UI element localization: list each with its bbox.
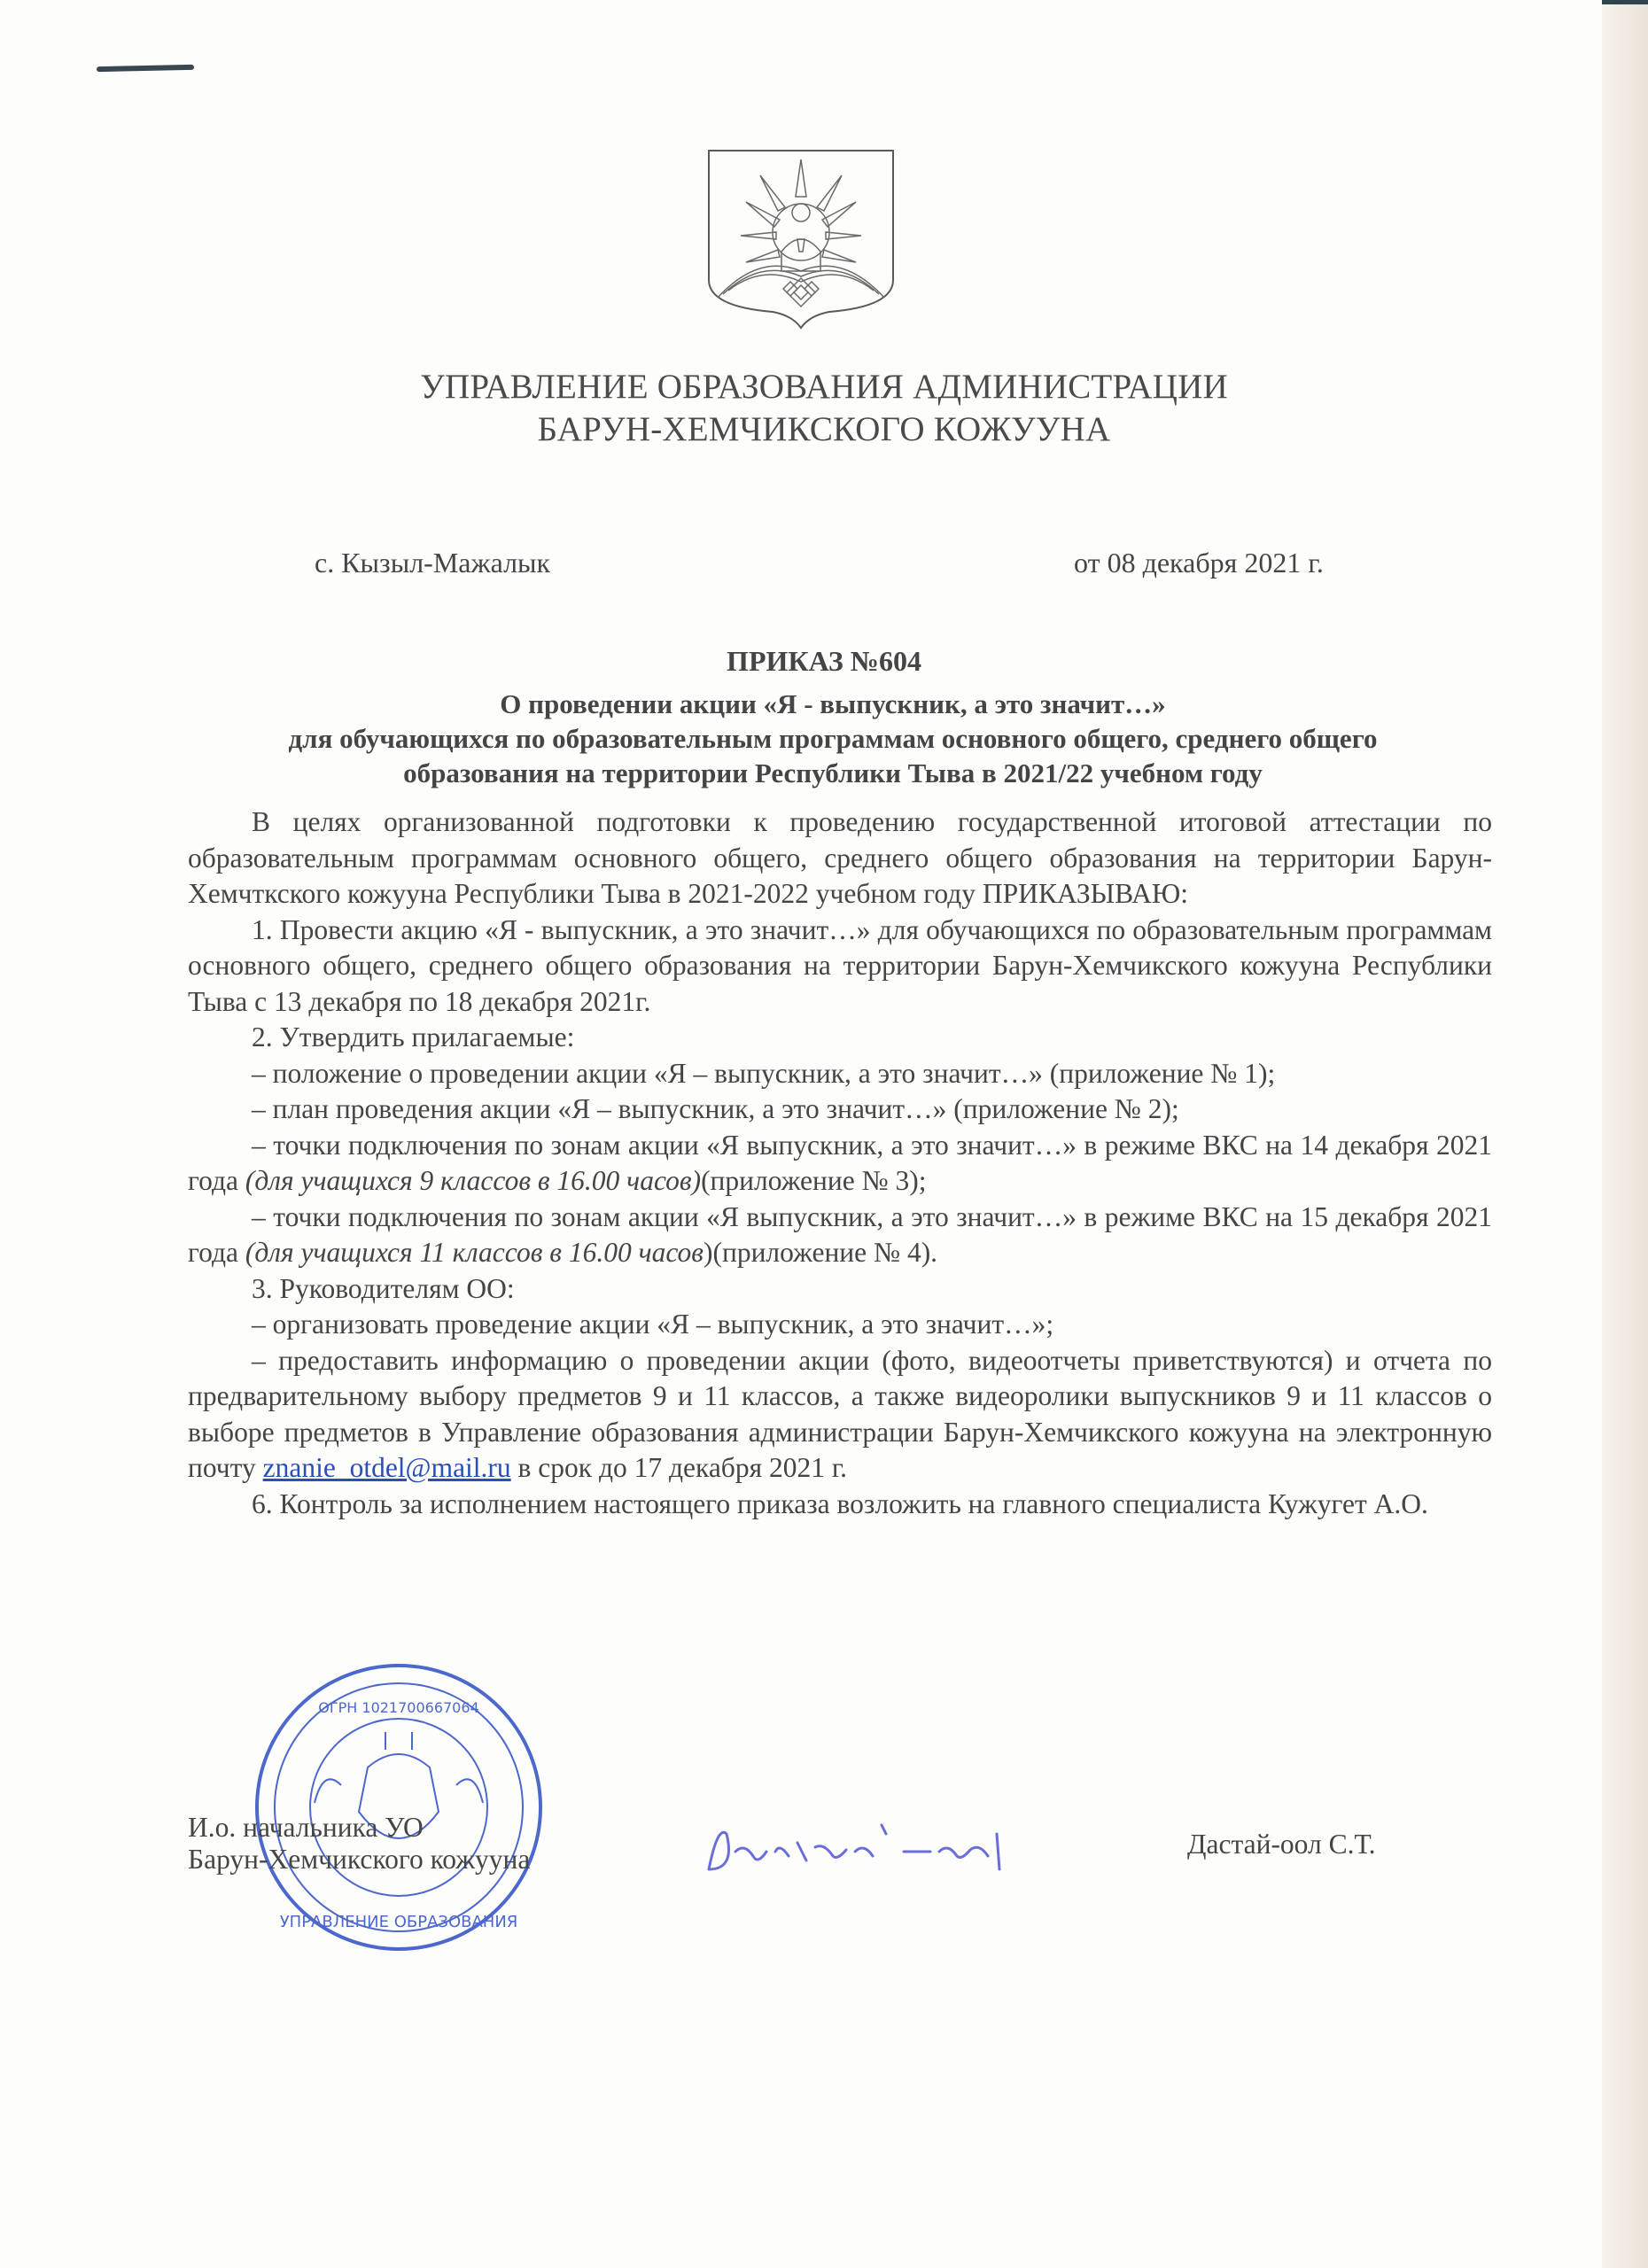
order-title-line3: образования на территории Республики Тыва в 2021/22 учебном году: [403, 757, 1263, 788]
order-body: [188, 804, 1492, 1522]
item-2-sub-4-note: (для учащихся 11 классов в 16.00 часов: [245, 1237, 704, 1268]
official-stamp-icon: [253, 1661, 545, 1953]
scan-edge-top: [1602, 0, 1648, 4]
item-2-sub-3-appendix: (приложение № 3);: [701, 1165, 927, 1196]
order-title-line1: О проведении акции «Я - выпускник, а это значит…»: [500, 688, 1166, 719]
preamble-paragraph: В целях организованной подготовки к проведению государственной итоговой аттестации по образовательным программам основного общего, среднего общего образования на территории Барун-Хемчткского кожууна Республики Тыва в 2021-2022 учебном году ПРИКАЗЫВАЮ:: [188, 806, 1492, 909]
item-2-sub-4: [188, 1200, 1492, 1271]
signatory-position-line1: И.о. начальника УО: [188, 1812, 424, 1843]
item-2-sub-3-note: (для учащихся 9 классов в 16.00 часов): [245, 1165, 702, 1196]
document-place: с. Кызыл-Мажалык: [315, 547, 551, 579]
signatory-position-line2: Барун-Хемчикского кожууна: [188, 1844, 531, 1875]
item-2: 2. Утвердить прилагаемые:: [252, 1021, 575, 1052]
order-number: ПРИКАЗ №604: [727, 645, 921, 677]
item-3-sub-1: – организовать проведение акции «Я – выпускник, а это значит…»;: [252, 1309, 1054, 1340]
item-2-sub-2: – план проведения акции «Я – выпускник, а это значит…» (приложение № 2);: [252, 1093, 1179, 1124]
organization-title-line1: УПРАВЛЕНИЕ ОБРАЗОВАНИЯ АДМИНИСТРАЦИИ: [420, 368, 1228, 406]
order-title: [177, 687, 1489, 790]
item-2-sub-3-text: – точки подключения по зонам акции «Я выпускник, а это значит…» в режиме ВКС на 14 декабря 2021 года: [188, 1129, 1492, 1196]
item-3-sub-2-deadline: в срок до 17 декабря 2021 г.: [510, 1452, 848, 1483]
svg-text:ОГРН 1021700667064: ОГРН 1021700667064: [318, 1699, 479, 1716]
scan-mark: [97, 65, 194, 72]
organization-title-line2: БАРУН-ХЕМЧИКСКОГО КОЖУУНА: [537, 410, 1111, 448]
coat-of-arms-icon: [705, 147, 897, 330]
item-3: 3. Руководителям ОО:: [252, 1272, 515, 1304]
item-6: 6. Контроль за исполнением настоящего приказа возложить на главного специалиста Кужугет А.О.: [252, 1487, 1428, 1519]
item-3-sub-2-text: – предоставить информацию о проведении акции (фото, видеоотчеты приветствуются) и отчета по предварительному выбору предметов 9 и 11 классов, а также видеоролики выпускников 9 и 11 классов о выборе предметов в Управление образования администрации Барун-Хемчикского кожууна на электронную почту: [188, 1344, 1492, 1483]
signatory-name: Дастай-оол С.Т.: [1187, 1829, 1376, 1860]
document-date: от 08 декабря 2021 г.: [1074, 547, 1324, 579]
item-1: 1. Провести акцию «Я - выпускник, а это значит…» для обучающихся по образовательным программам основного общего, среднего общего образования на территории Барун-Хемчикского кожууна Республики Тыва с 13 декабря по 18 декабря 2021г.: [188, 913, 1492, 1017]
item-2-sub-4-text: – точки подключения по зонам акции «Я выпускник, а это значит…» в режиме ВКС на 15 декабря 2021 года: [188, 1200, 1492, 1268]
item-2-sub-1: – положение о проведении акции «Я – выпускник, а это значит…» (приложение № 1);: [252, 1057, 1276, 1089]
handwritten-signature-icon: [691, 1807, 1063, 1887]
item-3-sub-2: [188, 1343, 1492, 1487]
item-2-sub-3: [188, 1128, 1492, 1200]
order-title-line2: для обучающихся по образовательным программам основного общего, среднего общего: [288, 723, 1378, 754]
svg-text:УПРАВЛЕНИЕ ОБРАЗОВАНИЯ: УПРАВЛЕНИЕ ОБРАЗОВАНИЯ: [279, 1913, 518, 1931]
item-2-sub-4-appendix: )(приложение № 4).: [703, 1237, 938, 1268]
signatory-position: [188, 1812, 530, 1876]
scan-edge: [1602, 0, 1648, 2268]
organization-title: [0, 366, 1648, 451]
email-link[interactable]: znanie_otdel@mail.ru: [262, 1452, 511, 1483]
